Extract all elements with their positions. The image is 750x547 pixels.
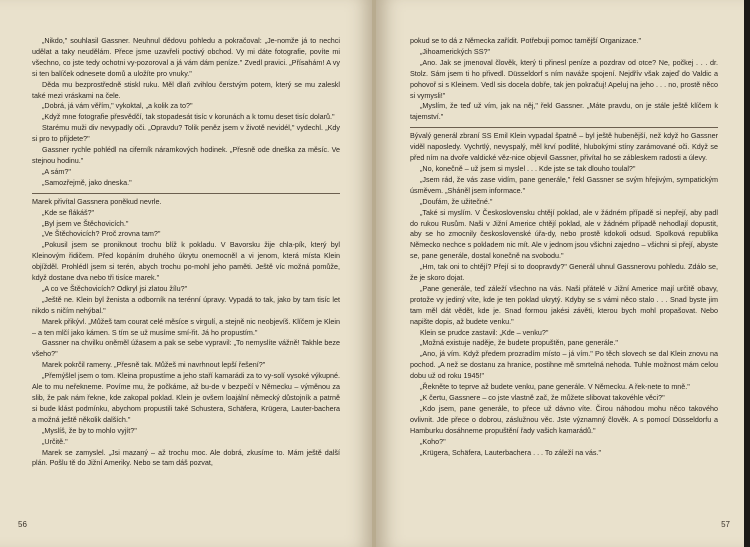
paragraph: „Možná existuje naděje, že budete propuštěn, pane generále." xyxy=(420,338,618,348)
paragraph: „Kdo jsem, pane generále, to přece už dávno víte. Čirou náhodou mohu něco takového ovlivnit. Jde přece o dobrou, záslužnou věc. Jste významný člověk. A s pomocí Düsseldorfu a Hamburku dosáhneme propuštění řady vašich kamarádů." xyxy=(410,403,718,435)
paragraph: „Přemýšlel jsem o tom. Kleina propustíme a jeho staří kamarádi za to vy-solí vysoké výkupné. Ale to mu neřekneme. Povíme mu, že počkáme, až bu-de v bezpečí v Německu – výměnou za slib, že pak nám řekne, kde zakopal poklad. Klein je ovšem loajální německý důstojník a patrně si bude klást podmínku, abychom propustili také Schustera, Schäfera, Krügera, Lauter-bachera a možná ještě několik dalších." xyxy=(32,371,340,424)
paragraph: „Koho?" xyxy=(420,436,446,446)
paragraph: „Ve Štěchovicích? Proč zrovna tam?" xyxy=(42,229,161,239)
page-number: 56 xyxy=(18,520,27,529)
paragraph: „Jihoamerických SS?" xyxy=(420,46,491,56)
paragraph: „Určitě." xyxy=(42,436,68,446)
paragraph: „Hm, tak oni to chtějí? Přejí si to doopravdy?" Generál uhnul Gassnerovu pohledu. Zdálo se, že je skoro dojat. xyxy=(410,262,718,283)
right-page-text xyxy=(410,36,718,458)
paragraph: „Krügera, Schäfera, Lauterbachera . . . To záleží na vás." xyxy=(420,447,602,457)
paragraph: „Pokusil jsem se proniknout trochu blíž k pokladu. V Bavorsku žije chla-pík, který byl Kleinovým řidičem. Před kopáním druhého úkrytu onemocněl a vi jenom, která místa Klein objížděl. Prohlédl jsem si terén, abych trochu po-mohl jeho paměti. Ještě víc možná pomůže, když dostane dva nebo tři tisíce marek." xyxy=(32,240,340,283)
paragraph: Klein se prudce zastavil: „Kde – venku?" xyxy=(420,327,549,337)
paragraph: „Myslíš, že by to mohlo vyjít?" xyxy=(42,425,137,435)
left-page-section-a xyxy=(32,36,340,189)
paragraph: „A co ve Štěchovicích? Odkryl jsi zlatou žílu?" xyxy=(42,283,188,293)
right-scan-edge xyxy=(744,0,750,547)
paragraph: „Také si myslím. V Československu chtějí poklad, ale v žádném případě si nepřejí, aby padl do rukou Rusům. Naši v Jižní Americe chtějí poklad, ale v žádném případě nehodlají dopustit, aby se ho zmocnily československé úřa-dy, nebo prostě kdokoli odsud. Spolková republika Německo nechce s pokladem nic mít. Ale v jednom jsou všichni zajedno – všichni si přejí, abyste se, pane generále, dostal konečně na svobodu." xyxy=(410,207,718,261)
paragraph: „Jsem rád, že vás zase vidím, pane generále," řekl Gassner se svým hřejivým, sympatickým úsměvem. „Sháněl jsem informace." xyxy=(410,174,718,195)
paragraph: Gassner na chvilku oněměl úžasem a pak se sebe vypravil: „To nemyslíte vážně! Takhle beze všeho?" xyxy=(32,338,340,359)
right-page-section-a xyxy=(410,36,718,123)
paragraph: Starému muži div nevypadly oči. „Opravdu? Tolik peněz jsem v životě nevidél," vydechl. „Kdy si pro to přijdete?" xyxy=(32,123,340,144)
paragraph: Marek pokrčil rameny. „Přesně tak. Můžeš mi navrhnout lepší řešení?" xyxy=(42,360,266,370)
paragraph: „Nikdo," souhlasil Gassner. Neuhnul dědovu pohledu a pokračoval: „Je-nomže já to nechci udělat a taky neudělám. Přece jsme uzavřeli poctivý obchod. Vy mi dáte fotografie, povíte mi všechno, co jste tedy ochotni vy-pozoroval a já vám dám peníze." Zvedl pravici. „Přísahám! A vy si ten balíček odnesete domů a uložíte pro vnuky." xyxy=(32,36,340,78)
paragraph: „Dobrá, já vám věřím," vykoktal, „a kolik za to?" xyxy=(42,101,193,111)
right-page-section-b xyxy=(410,131,718,458)
paragraph: „Kde se flákáš?" xyxy=(42,207,95,217)
paragraph: Gassner rychle pohlédl na ciferník náramkových hodinek. „Přesně ode dneška za měsíc. Ve stejnou hodinu." xyxy=(32,145,340,165)
paragraph: „Doufám, že užitečné." xyxy=(420,196,493,206)
paragraph: „A sám?" xyxy=(42,166,71,176)
left-page xyxy=(0,0,374,547)
paragraph: Děda mu bezprostředně stiskl ruku. Měl dlaň zvihlou čerstvým potem, který se mu zaleskl také mezi vráskami na čele. xyxy=(32,79,340,100)
section-divider xyxy=(410,127,718,128)
section-divider xyxy=(32,193,340,194)
paragraph: „K čertu, Gassnere – co jste vlastně zač, že můžete slibovat takovéhle věci?" xyxy=(420,393,665,402)
paragraph: Marek přivítal Gassnera poněkud nevrle. xyxy=(32,196,162,206)
paragraph: „Pane generále, teď záleží všechno na vás. Naši přátelé v Jižní Americe mají určitě obavy, protože vy jediný víte, kde je ten poklad ukrytý. Kdyby se s vámi něco stalo . . . Snad byste jim tam měl dát vědět, kde je. Snad formou jakési závěti, kterou bych mohl propašovat. Nebo napište dopis, až budete venku." xyxy=(410,283,718,326)
paragraph: Marek přikývl. „Můžeš tam courat celé měsíce s virgulí, a stejně nic neobjevíš. Klíčem je Klein – a ten mlčí jako kámen. S tím se už musíme smí-řit. Já ho propustím." xyxy=(32,316,340,337)
paragraph: „Ještě ne. Klein byl ženista a odborník na terénní úpravy. Vypadá to tak, jako by tam tisíc let nikdo s ničím nehýbal." xyxy=(32,294,340,315)
paragraph: Marek se zamyslel. „Jsi mazaný – až trochu moc. Ale dobrá, zkusíme to. Mám ještě další plán. Pošlu tě do Jižní Ameriky. Nebo se tam dáš pozvat, xyxy=(32,447,340,468)
page-number: 57 xyxy=(721,520,730,529)
paragraph: „Ano, já vím. Když předem prozradím místo – já vím." Po těch slovech se dal Klein znovu na pochod. „A než se dostanu za hranice, postihne mě smrtelná nehoda. Tuhle možnost mám celou dobu už od roku 1945!" xyxy=(410,349,718,381)
paragraph: pokud se to dá z Německa zařídit. Potřebuji pomoc tamější Organizace." xyxy=(410,36,642,45)
paragraph: „Samozřejmě, jako dneska." xyxy=(42,177,132,187)
left-page-section-b xyxy=(32,197,340,470)
paragraph: „Řekněte to teprve až budete venku, pane generále. V Německu. A řek-nete to mně." xyxy=(420,382,690,392)
right-page xyxy=(376,0,750,547)
paragraph: Bývalý generál zbraní SS Emil Klein vypadal špatně – byl ještě hubenější, než když ho Gassner viděl naposledy. Vychrtlý, nevyspalý, měl krví podlité, hlubokými stíny zarámované oči. Když se před ním na dvoře valdické věz-nice objevil Gassner, přivítal ho se zábleskem radosti a úlevy. xyxy=(410,131,718,163)
paragraph: „Byl jsem ve Štěchovicích." xyxy=(42,218,129,228)
left-page-text xyxy=(32,36,340,469)
paragraph: „Když mne fotografie přesvědčí, tak stopadesát tisíc v korunách a k tomu deset tisíc dolarů." xyxy=(42,112,335,122)
paragraph: „No, konečně – už jsem si myslel . . . Kde jste se tak dlouho toulal?" xyxy=(420,163,636,173)
paragraph: „Myslím, že teď už vím, jak na něj," řekl Gassner. „Máte pravdu, on je stále ještě klíčem k tajemství." xyxy=(410,101,718,122)
paragraph: „Ano. Jak se jmenoval člověk, který ti přinesl peníze a pozdrav od otce? Ne, počkej . . . dr. Stolz. Sám jsem ti ho přivedl. Düsseldorf s ním naváže spojení. Nejdřív však zajeď do Valdic a pohovoř si s Kleinem. Vedl sis docela dobře, tak jen pokračuj! Apeluj na jeho . . . no, prostě něco si vymysli!" xyxy=(410,57,718,100)
